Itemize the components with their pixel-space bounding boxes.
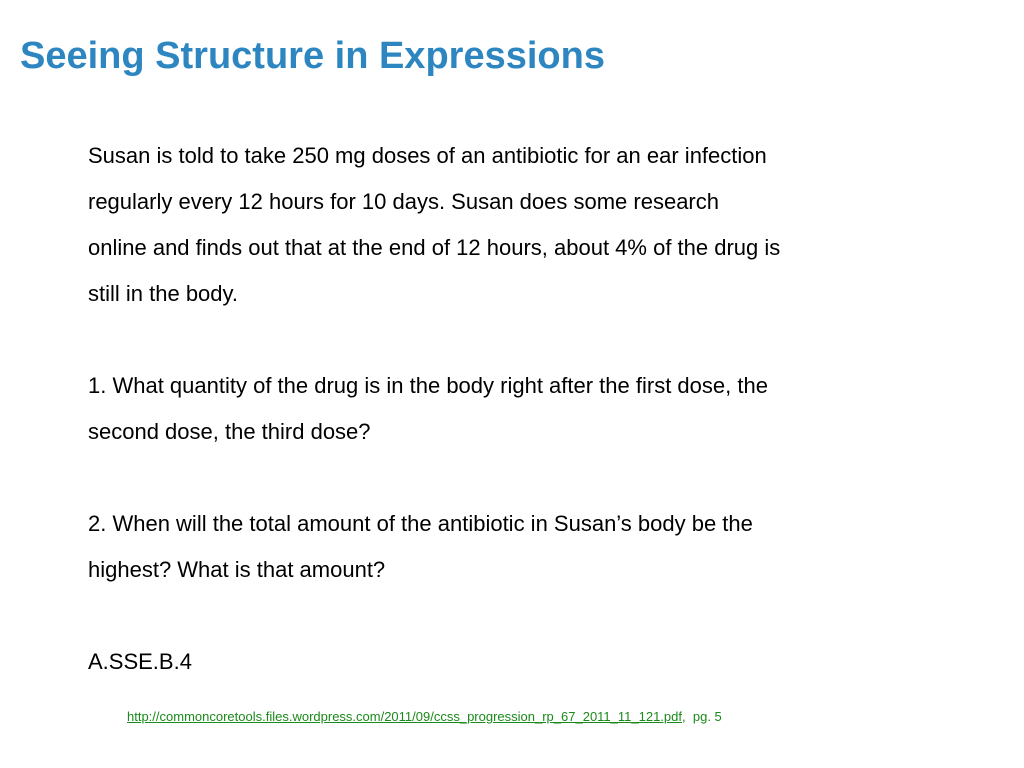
question-1 xyxy=(88,363,918,455)
intro-line: still in the body. xyxy=(88,281,239,306)
source-link[interactable]: http://commoncoretools.files.wordpress.com/2011/09/ccss_progression_rp_67_2011_11_121.pdf xyxy=(127,709,682,724)
intro-line: Susan is told to take 250 mg doses of an antibiotic for an ear infection xyxy=(88,143,767,168)
slide-body xyxy=(88,133,918,685)
question-2-line: 2. When will the total amount of the antibiotic in Susan’s body be the xyxy=(88,511,753,536)
source-footer xyxy=(127,709,722,724)
standard-code: A.SSE.B.4 xyxy=(88,649,192,674)
footer-separator: , xyxy=(682,709,686,724)
paragraph-spacer xyxy=(88,593,918,639)
problem-intro xyxy=(88,133,918,317)
question-1-line: 1. What quantity of the drug is in the body right after the first dose, the xyxy=(88,373,768,398)
slide-title: Seeing Structure in Expressions xyxy=(20,35,605,77)
intro-line: regularly every 12 hours for 10 days. Susan does some research xyxy=(88,189,719,214)
question-1-line: second dose, the third dose? xyxy=(88,419,371,444)
question-2-line: highest? What is that amount? xyxy=(88,557,386,582)
paragraph-spacer xyxy=(88,317,918,363)
page-reference: pg. 5 xyxy=(692,709,722,724)
intro-line: online and finds out that at the end of 12 hours, about 4% of the drug is xyxy=(88,235,781,260)
paragraph-spacer xyxy=(88,455,918,501)
question-2 xyxy=(88,501,918,593)
